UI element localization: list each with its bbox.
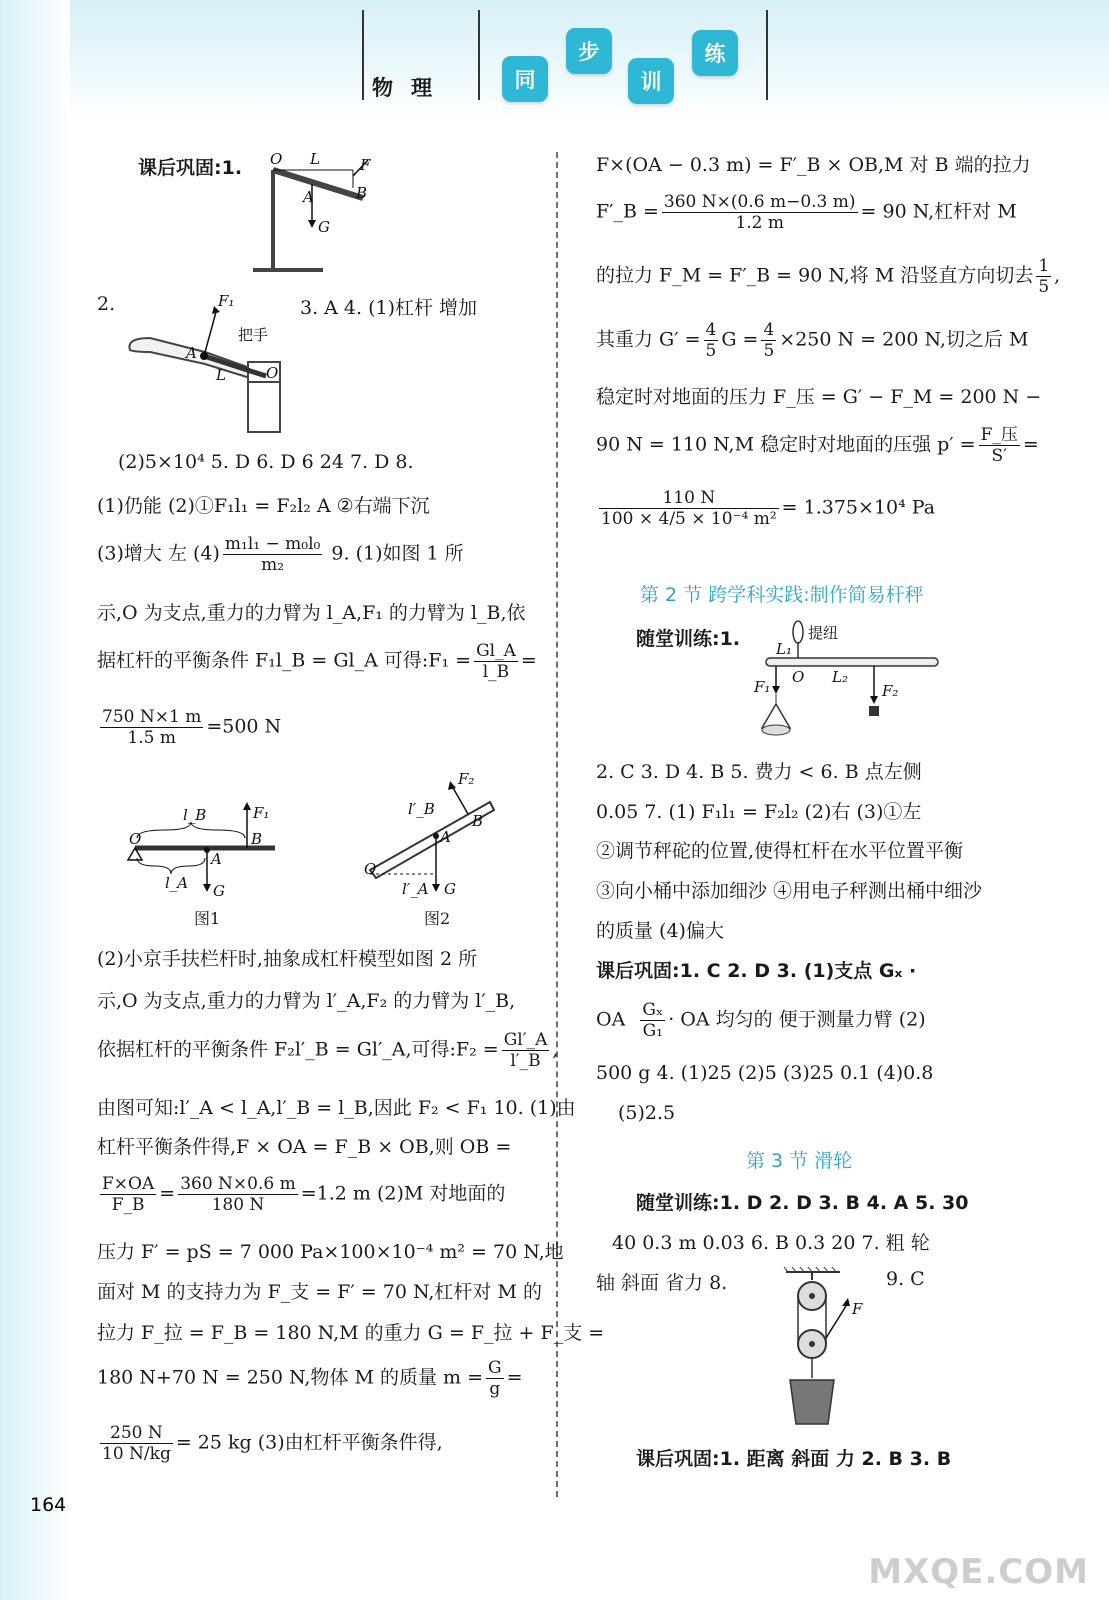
badge-xun: 训 — [628, 58, 674, 104]
right-line-11: ②调节秤砣的位置,使得杠杆在水平位置平衡 — [596, 840, 964, 862]
right-line-9: 2. C 3. D 4. B 5. 费力 < 6. B 点左侧 — [596, 761, 922, 783]
q2-label-F1: F₁ — [218, 292, 235, 310]
right-line-8: 随堂训练:1. — [636, 628, 741, 650]
right-line-4: 其重力 G′ = $\frac{4}{5}$ G = $\frac{4}{5}$ ×250 N = 200 N,切之后 M — [596, 320, 1029, 361]
steelyard-label-F1: F₁ — [754, 678, 771, 696]
right-line-20b: 9. C — [886, 1268, 925, 1290]
right-line-12: ③向小桶中添加细沙 ④用电子秤测出桶中细沙 — [596, 880, 983, 902]
fig1-label-O: O — [129, 830, 142, 848]
q1-label-B: B — [356, 184, 368, 202]
pulley-label-F: F — [852, 1300, 863, 1318]
left-line-12: 由图可知:l′_A < l_A,l′_B = l_B,因此 F₂ < F₁ 10. (1)由 — [97, 1097, 576, 1119]
right-line-2: F′_B = $\frac{360 N\times(0.6 m-0.3 m)}{1.2 m}$ = 90 N,杠杆对 M — [596, 192, 1017, 233]
steelyard-label-L1: L₁ — [776, 640, 792, 658]
watermark: MXQE.COM — [868, 1552, 1089, 1592]
right-line-18: 随堂训练:1. D 2. D 3. B 4. A 5. 30 — [636, 1192, 969, 1214]
left-line-15: 压力 F′ = pS = 7 000 Pa×100×10⁻⁴ m² = 70 N,地 — [97, 1241, 564, 1263]
fig1-label-B: B — [251, 830, 263, 848]
right-line-15: OA $\frac{\text{Gₓ}}{\text{G₁}}$ · OA 均匀的 便于测量力臂 (2) — [596, 1000, 926, 1041]
figure-q2-faucet — [120, 290, 290, 435]
left-line-9: (2)小京手扶栏杆时,抽象成杠杆模型如图 2 所 — [97, 948, 478, 970]
left-line-17: 拉力 F_拉 = F_B = 180 N,M 的重力 G = F_拉 + F_支 = — [97, 1322, 605, 1344]
header-background — [0, 0, 1109, 120]
left-line-11: 依据杠杆的平衡条件 F₂l′_B = Gl′_A,可得:F₂ = $\frac{Gl'\_A}{l'\_B}$ , — [97, 1030, 559, 1071]
right-line-20a: 轴 斜面 省力 8. — [596, 1272, 728, 1294]
fig2-label-O: O — [364, 860, 377, 878]
header-divider-left — [362, 10, 364, 100]
right-line-3: 的拉力 F_M = F′_B = 90 N,将 M 沿竖直方向切去 $\frac{1}{5}$ , — [596, 256, 1061, 297]
badge-bu: 步 — [566, 28, 612, 74]
fig2-label-F2: F₂ — [458, 770, 475, 788]
left-line-4: (1)仍能 (2)①F₁l₁ = F₂l₂ A ②右端下沉 — [97, 495, 430, 517]
right-line-17: (5)2.5 — [618, 1102, 676, 1124]
right-line-1: F×(OA − 0.3 m) = F′_B × OB,M 对 B 端的拉力 — [596, 154, 1031, 176]
right-line-21: 课后巩固:1. 距离 斜面 力 2. B 3. B — [636, 1448, 952, 1470]
q1-label-G: G — [318, 218, 330, 236]
page-number: 164 — [30, 1494, 67, 1516]
steelyard-label-F2: F₂ — [882, 682, 899, 700]
right-line-5: 稳定时对地面的压力 F_压 = G′ − F_M = 200 N − — [596, 386, 1042, 408]
fig2-label-A: A — [440, 828, 451, 846]
right-line-6: 90 N = 110 N,M 稳定时对地面的压强 p′ = $\frac{\text{F\_压}}{S'}$ = — [596, 425, 1039, 466]
section-3-title: 第 3 节 滑轮 — [746, 1150, 853, 1172]
column-divider — [556, 152, 558, 1497]
side-background — [0, 0, 70, 1600]
fig2-label-B: B — [472, 812, 484, 830]
left-line-6: 示,O 为支点,重力的力臂为 l_A,F₁ 的力臂为 l_B,依 — [97, 602, 526, 624]
figure-pulley — [776, 1266, 876, 1436]
figure-steelyard — [752, 620, 952, 745]
fig1-label-lA: l_A — [165, 874, 189, 892]
left-line-16: 面对 M 的支持力为 F_支 = F′ = 70 N,杠杆对 M 的 — [97, 1281, 542, 1303]
q2-label-A: A — [186, 344, 197, 362]
fig2-label-lB: l′_B — [408, 800, 435, 818]
left-line-3: (2)5×10⁴ 5. D 6. D 6 24 7. D 8. — [118, 451, 414, 473]
left-line-2b: 3. A 4. (1)杠杆 增加 — [300, 297, 478, 319]
q2-label-L: L — [216, 366, 226, 384]
left-line-5: (3)增大 左 (4) $\frac{\text{m₁l₁ − m₀l₀}}{\text{m₂}}$ 9. (1)如图 1 所 — [97, 534, 464, 575]
q1-label-O: O — [270, 150, 283, 168]
q2-label-handle: 把手 — [238, 326, 269, 344]
q1-label-F: F — [360, 156, 371, 174]
left-line-2: 2. — [97, 293, 116, 315]
fig1-label-lB: l_B — [183, 806, 207, 824]
header-divider-mid — [478, 10, 480, 100]
fig1-label-G: G — [213, 882, 225, 900]
steelyard-label-lift: 提纽 — [808, 624, 839, 642]
q2-label-O: O — [266, 364, 279, 382]
left-line-1: 课后巩固:1. — [138, 157, 243, 179]
right-line-7: $\frac{110 N}{\text{100 × 4/5 × 10⁻⁴ m²}}$ = 1.375×10⁴ Pa — [601, 488, 936, 529]
q1-label-A: A — [303, 188, 314, 206]
header-divider-right — [766, 10, 768, 100]
steelyard-label-O: O — [792, 668, 805, 686]
right-line-10: 0.05 7. (1) F₁l₁ = F₂l₂ (2)右 (3)①左 — [596, 801, 922, 823]
right-line-13: 的质量 (4)偏大 — [596, 920, 724, 942]
figure-q1-lever — [248, 148, 388, 278]
section-2-title: 第 2 节 跨学科实践:制作简易杆秤 — [640, 584, 924, 606]
fig2-label-lA: l′_A — [402, 880, 429, 898]
left-line-13: 杠杆平衡条件得,F × OA = F_B × OB,则 OB = — [97, 1136, 512, 1158]
q1-label-L: L — [310, 150, 320, 168]
left-line-10: 示,O 为支点,重力的力臂为 l′_A,F₂ 的力臂为 l′_B, — [97, 990, 516, 1012]
fig2-caption: 图2 — [424, 909, 451, 928]
steelyard-label-L2: L₂ — [832, 668, 848, 686]
badge-lian: 练 — [692, 30, 738, 76]
left-line-18: 180 N+70 N = 250 N,物体 M 的质量 m = $\frac{G}{g}$ = — [97, 1358, 523, 1399]
left-line-14: $\frac{F\times OA}{F\_B}$ = $\frac{360 N\times 0.6 m}{180 N}$ =1.2 m (2)M 对地面的 — [102, 1174, 506, 1215]
fig1-caption: 图1 — [194, 909, 221, 928]
right-line-19: 40 0.3 m 0.03 6. B 0.3 20 7. 粗 轮 — [612, 1232, 930, 1254]
right-line-14: 课后巩固:1. C 2. D 3. (1)支点 Gₓ · — [596, 960, 917, 982]
left-line-7: 据杠杆的平衡条件 F₁l_B = Gl_A 可得:F₁ = $\frac{Gl\_A}{l\_B}$ = — [97, 641, 537, 682]
fig2-label-G: G — [444, 880, 456, 898]
left-line-19: $\frac{250 N}{10 N/kg}$ = 25 kg (3)由杠杆平衡条件得, — [102, 1423, 443, 1464]
fig1-label-A: A — [211, 850, 222, 868]
right-line-16: 500 g 4. (1)25 (2)5 (3)25 0.1 (4)0.8 — [596, 1062, 934, 1084]
badge-tong: 同 — [502, 56, 548, 102]
fig1-label-F1: F₁ — [253, 804, 270, 822]
header-subject: 物理 — [372, 76, 450, 100]
left-line-8: $\frac{750 N\times 1 m}{1.5 m}$ =500 N — [102, 707, 282, 748]
